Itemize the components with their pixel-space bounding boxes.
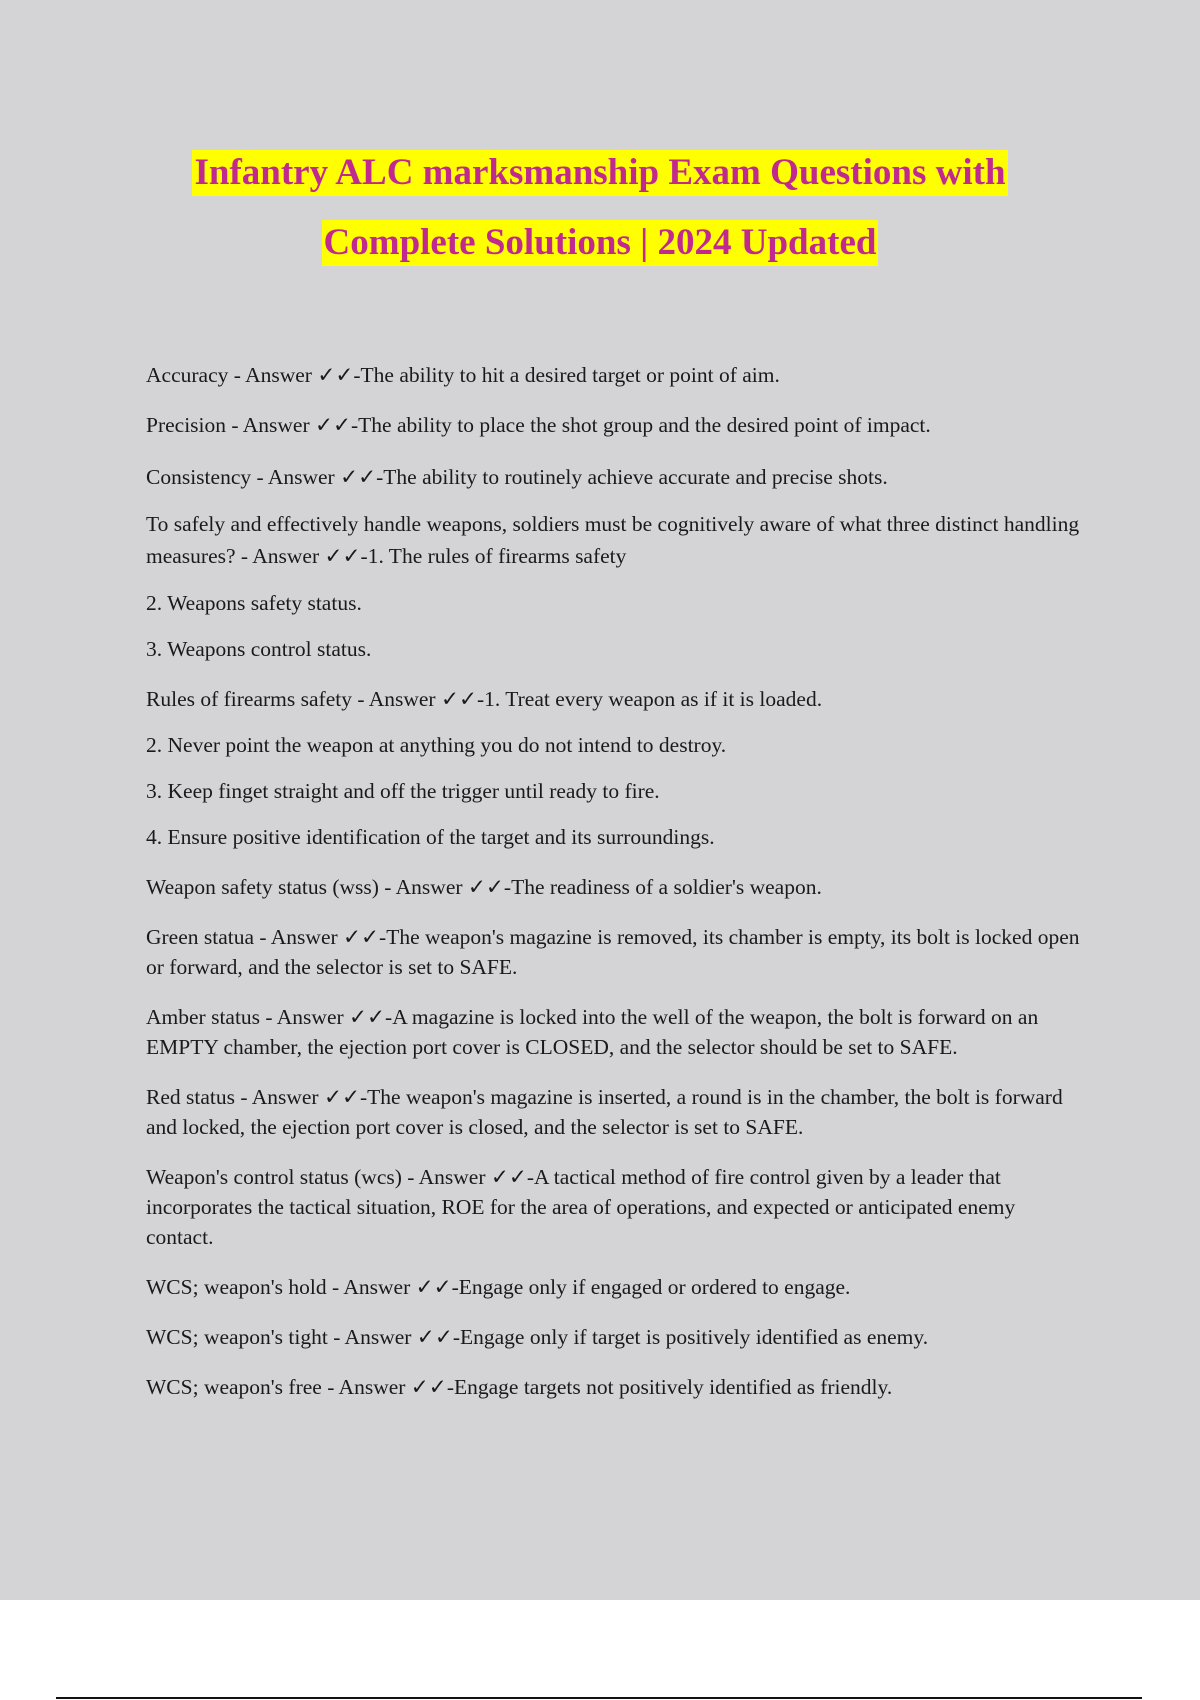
paragraph-rule-2: 2. Never point the weapon at anything you do not intend to destroy.: [146, 733, 727, 757]
document-body: [146, 360, 1086, 1402]
paragraph-wcs-hold: WCS; weapon's hold - Answer ✓✓-Engage only if engaged or ordered to engage.: [146, 1275, 851, 1299]
paragraph-safety-status: 2. Weapons safety status.: [146, 591, 362, 615]
document-title: [0, 138, 1200, 278]
paragraph-consistency: Consistency - Answer ✓✓-The ability to routinely achieve accurate and precise shots.: [146, 465, 888, 489]
paragraph-wcs: Weapon's control status (wcs) - Answer ✓✓-A tactical method of fire control given by a leader that incorporates the tactical situation, ROE for the area of operations, and expected or anticipated enemy contact.: [146, 1165, 1016, 1249]
paragraph-wcs-tight: WCS; weapon's tight - Answer ✓✓-Engage only if target is positively identified as enemy.: [146, 1325, 929, 1349]
paragraph-control-status: 3. Weapons control status.: [146, 637, 372, 661]
paragraph-wcs-free: WCS; weapon's free - Answer ✓✓-Engage targets not positively identified as friendly.: [146, 1375, 893, 1399]
paragraph-rules-of-safety: Rules of firearms safety - Answer ✓✓-1. Treat every weapon as if it is loaded.: [146, 687, 823, 711]
paragraph-handling-measures: To safely and effectively handle weapons, soldiers must be cognitively aware of what three distinct handling measures? - Answer ✓✓-1. The rules of firearms safety: [146, 512, 1080, 568]
paragraph-accuracy: Accuracy - Answer ✓✓-The ability to hit a desired target or point of aim.: [146, 363, 780, 387]
title-text-2: Complete Solutions | 2024 Updated: [322, 220, 879, 266]
title-line-2: [0, 208, 1200, 278]
paragraph-green-status: Green statua - Answer ✓✓-The weapon's magazine is removed, its chamber is empty, its bolt is locked open or forward, and the selector is set to SAFE.: [146, 925, 1080, 979]
paragraph-red-status: Red status - Answer ✓✓-The weapon's magazine is inserted, a round is in the chamber, the bolt is forward and locked, the ejection port cover is closed, and the selector is set to SAFE.: [146, 1085, 1063, 1139]
footer-rule: [56, 1697, 1142, 1699]
paragraph-precision: Precision - Answer ✓✓-The ability to place the shot group and the desired point of impact.: [146, 413, 931, 437]
paragraph-wss: Weapon safety status (wss) - Answer ✓✓-The readiness of a soldier's weapon.: [146, 875, 822, 899]
title-text-1: Infantry ALC marksmanship Exam Questions with: [192, 150, 1007, 196]
paragraph-amber-status: Amber status - Answer ✓✓-A magazine is locked into the well of the weapon, the bolt is forward on an EMPTY chamber, the ejection port cover is CLOSED, and the selector should be set to SAFE.: [146, 1005, 1039, 1059]
title-line-1: [0, 138, 1200, 208]
paragraph-rule-3: 3. Keep finget straight and off the trigger until ready to fire.: [146, 779, 660, 803]
paragraph-rule-4: 4. Ensure positive identification of the target and its surroundings.: [146, 825, 715, 849]
